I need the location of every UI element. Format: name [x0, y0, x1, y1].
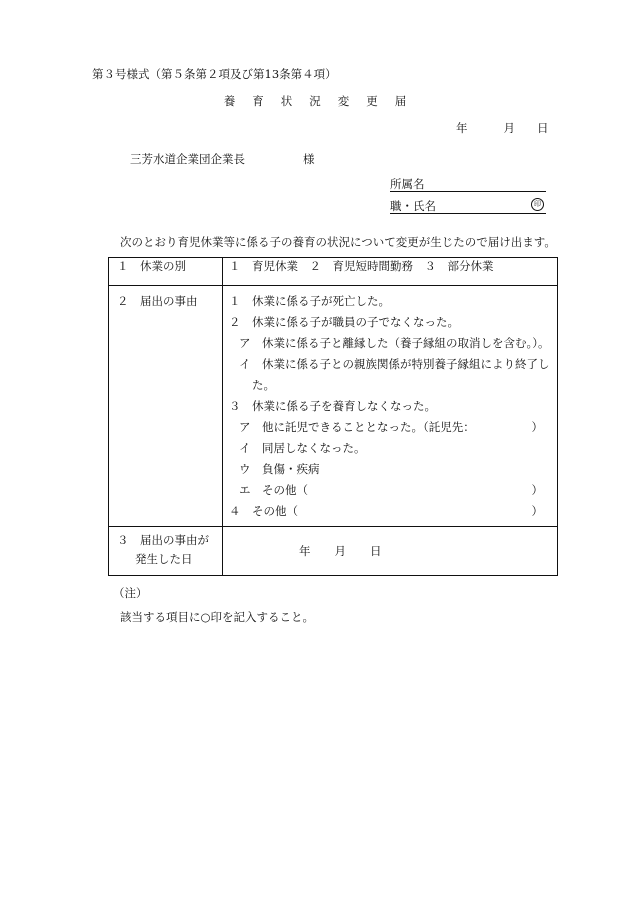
reason-subitem[interactable]: イ 休業に係る子との親族関係が特別養子縁組により終了し: [239, 357, 550, 371]
reason-options: [223, 286, 558, 527]
occurrence-date-label-line1: ３ 届出の事由が: [117, 533, 209, 547]
occurrence-month-label: 月: [334, 544, 346, 558]
occurrence-day-label: 日: [370, 544, 382, 558]
reason-subitem[interactable]: ア 休業に係る子と離縁した（養子縁組の取消しを含む。）。: [239, 336, 550, 350]
close-paren: ）: [531, 420, 543, 434]
childcare-destination-label: ア 他に託児できることとなった。（託児先：: [239, 420, 475, 434]
occurrence-year-label: 年: [299, 544, 311, 558]
intro-text: 次のとおり育児休業等に係る子の養育の状況について変更が生じたので届け出ます。: [120, 235, 556, 249]
affiliation-label: 所属名: [390, 177, 425, 191]
addressee-name: 三芳水道企業団企業長: [130, 152, 245, 166]
reason-label: ２ 届出の事由: [109, 286, 223, 527]
date-day-label: 日: [537, 121, 549, 135]
reason-item[interactable]: ３ 休業に係る子を養育しなくなった。: [229, 399, 436, 413]
reason-subitem[interactable]: [229, 480, 557, 501]
occurrence-date-label-line2: 発生した日: [135, 552, 193, 566]
leave-type-label: １ 休業の別: [109, 258, 223, 286]
date-month-label: 月: [503, 121, 515, 135]
leave-type-row: [109, 258, 558, 286]
occurrence-date-row: [109, 527, 558, 576]
close-paren: ）: [531, 483, 543, 497]
date-year-label: 年: [456, 121, 468, 135]
reason-subitem[interactable]: [229, 417, 557, 438]
leave-type-options[interactable]: １ 育児休業 ２ 育児短時間勤務 ３ 部分休業: [223, 258, 558, 286]
submission-date: [456, 120, 549, 136]
reason-row: [109, 286, 558, 527]
reason-subitem-continued: た。: [252, 378, 275, 392]
reason-item[interactable]: [229, 501, 557, 522]
document-title: 養育状況変更届: [223, 94, 424, 108]
reason-item[interactable]: ２ 休業に係る子が職員の子でなくなった。: [229, 315, 459, 329]
occurrence-date-label: [109, 527, 223, 576]
position-name-label: 職・氏名: [390, 199, 436, 213]
addressee: [130, 151, 315, 167]
note-body: 該当する項目に○印を記入すること。: [120, 610, 315, 624]
reason-subitem[interactable]: イ 同居しなくなった。: [239, 441, 366, 455]
position-name-field[interactable]: [390, 198, 546, 214]
seal-icon: 印: [531, 198, 544, 211]
addressee-suffix: 様: [303, 152, 315, 166]
reason-item[interactable]: １ 休業に係る子が死亡した。: [229, 294, 390, 308]
occurrence-date-field[interactable]: [223, 527, 558, 576]
affiliation-field[interactable]: [390, 176, 546, 192]
form-number: 第３号様式（第５条第２項及び第13条第４項）: [92, 67, 337, 81]
form-table: [108, 257, 558, 576]
close-paren: ）: [531, 504, 543, 518]
reason-subitem[interactable]: ウ 負傷・疾病: [239, 462, 320, 476]
note-heading: （注）: [113, 586, 148, 600]
other-item-label: ４ その他（: [229, 504, 298, 518]
other-subitem-label: エ その他（: [239, 483, 308, 497]
